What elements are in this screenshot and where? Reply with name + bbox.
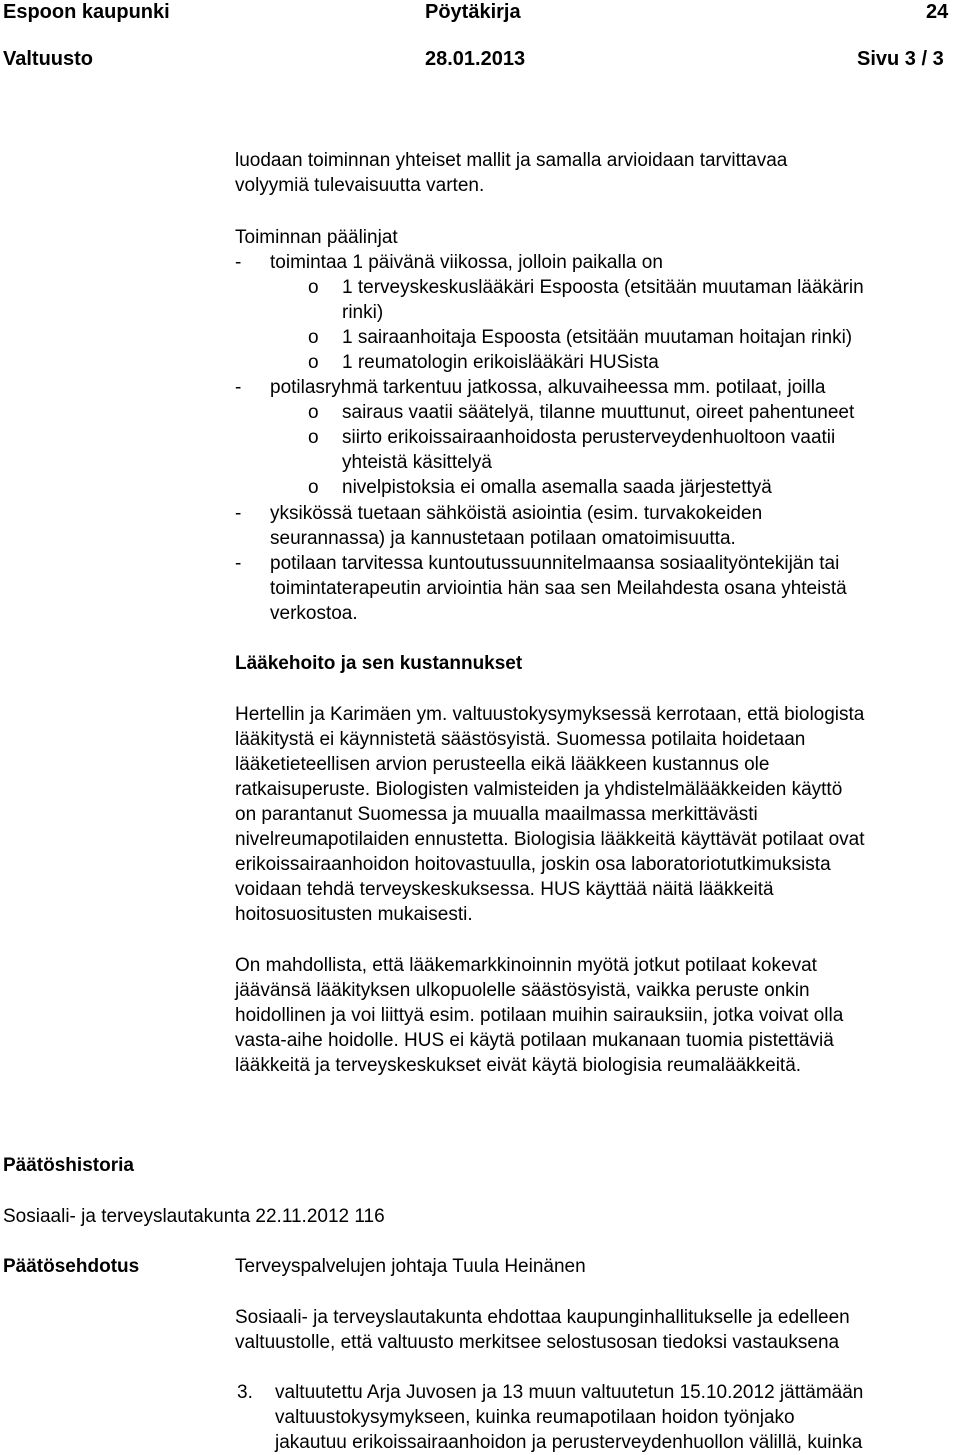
numbered-item-text bbox=[275, 1380, 863, 1455]
text-line: lääketieteellisen arvion perusteella eikä lääkkeen kustannus ole bbox=[235, 754, 770, 775]
text-line: vasta-aihe hoidolle. HUS ei käytä potilaan mukanaan tuomia pistettäviä bbox=[235, 1030, 834, 1051]
bullet-dash: - bbox=[235, 252, 242, 273]
text-line: voidaan tehdä terveyskeskuksessa. HUS käyttää näitä lääkkeitä bbox=[235, 879, 774, 900]
bullet-text bbox=[270, 501, 762, 551]
header-date: 28.01.2013 bbox=[425, 48, 526, 70]
text-line: jakautuu erikoissairaanhoidon ja perusterveydenhuollon välillä, kuinka bbox=[275, 1432, 863, 1453]
bullet-dash: - bbox=[235, 377, 242, 398]
text-line: rinki) bbox=[342, 302, 384, 323]
text-line: seurannassa) ja kannustetaan potilaan omatoimisuutta. bbox=[270, 528, 736, 549]
text-line: valtuutettu Arja Juvosen ja 13 muun valtuutetun 15.10.2012 jättämään bbox=[275, 1382, 864, 1403]
text-line: valtuustolle, että valtuusto merkitsee selostusosan tiedoksi vastauksena bbox=[235, 1332, 840, 1353]
bullet-dash: - bbox=[235, 553, 242, 574]
text-line: lääkkeitä ja terveyskeskukset eivät käytä biologisia reumalääkkeitä. bbox=[235, 1055, 802, 1076]
text-line: Hertellin ja Karimäen ym. valtuustokysymyksessä kerrotaan, että biologista bbox=[235, 704, 865, 725]
header-body: Valtuusto bbox=[3, 48, 94, 70]
guidelines-title: Toiminnan päälinjat bbox=[235, 227, 398, 248]
section-heading-history: Päätöshistoria bbox=[3, 1155, 134, 1176]
header-page-number: 24 bbox=[926, 1, 949, 23]
sub-bullet-marker: o bbox=[308, 352, 319, 373]
medication-paragraph-1 bbox=[235, 702, 865, 927]
bullet-text bbox=[270, 551, 847, 626]
text-line: luodaan toiminnan yhteiset mallit ja samalla arvioidaan tarvittavaa bbox=[235, 150, 788, 171]
sub-bullet-text bbox=[342, 275, 864, 325]
intro-paragraph bbox=[235, 148, 787, 198]
bullet-dash: - bbox=[235, 503, 242, 524]
text-line: verkostoa. bbox=[270, 603, 358, 624]
text-line: yksikössä tuetaan sähköistä asiointia (esim. turvakokeiden bbox=[270, 503, 763, 524]
proposal-proposer: Terveyspalvelujen johtaja Tuula Heinänen bbox=[235, 1256, 586, 1277]
text-line: 1 terveyskeskuslääkäri Espoosta (etsitään muutaman lääkärin bbox=[342, 277, 864, 298]
sub-bullet-text bbox=[342, 425, 835, 475]
text-line: hoitosuositusten mukaisesti. bbox=[235, 904, 473, 925]
text-line: valtuustokysymykseen, kuinka reumapotilaan hoidon työnjako bbox=[275, 1407, 795, 1428]
sub-bullet-text: sairaus vaatii säätelyä, tilanne muuttunut, oireet pahentuneet bbox=[342, 402, 855, 423]
header-org: Espoon kaupunki bbox=[3, 1, 170, 23]
sub-bullet-text: nivelpistoksia ei omalla asemalla saada järjestettyä bbox=[342, 477, 772, 498]
text-line: ratkaisuperuste. Biologisten valmisteiden ja yhdistelmälääkkeiden käyttö bbox=[235, 779, 843, 800]
proposal-label: Päätösehdotus bbox=[3, 1256, 140, 1277]
text-line: volyymiä tulevaisuutta varten. bbox=[235, 175, 485, 196]
header-page-of: Sivu 3 / 3 bbox=[857, 48, 944, 70]
text-line: lääkitystä ei käynnistetä säästösyistä. Suomessa potilaita hoidetaan bbox=[235, 729, 806, 750]
text-line: hoidollinen ja voi liittyä esim. potilaan muihin sairauksiin, jotka voivat olla bbox=[235, 1005, 844, 1026]
sub-bullet-marker: o bbox=[308, 277, 319, 298]
text-line: yhteistä käsittelyä bbox=[342, 452, 492, 473]
text-line: erikoissairaanhoidon hoitovastuulla, joskin osa laboratoriotutkimuksista bbox=[235, 854, 831, 875]
sub-bullet-marker: o bbox=[308, 402, 319, 423]
numbered-marker: 3. bbox=[237, 1382, 253, 1403]
text-line: nivelreumapotilaiden ennustetta. Biologisia lääkkeitä käyttävät potilaat ovat bbox=[235, 829, 865, 850]
sub-bullet-marker: o bbox=[308, 327, 319, 348]
text-line: jäävänsä lääkityksen ulkopuolelle säästösyistä, vaikka peruste onkin bbox=[235, 980, 810, 1001]
text-line: on parantanut Suomessa ja muualla maailmassa merkittävästi bbox=[235, 804, 758, 825]
sub-bullet-marker: o bbox=[308, 427, 319, 448]
sub-bullet-text: 1 sairaanhoitaja Espoosta (etsitään muutaman hoitajan rinki) bbox=[342, 327, 853, 348]
sub-bullet-marker: o bbox=[308, 477, 319, 498]
bullet-text: toimintaa 1 päivänä viikossa, jolloin paikalla on bbox=[270, 252, 663, 273]
header-doc-type: Pöytäkirja bbox=[425, 1, 521, 23]
text-line: toimintaterapeutin arviointia hän saa sen Meilahdesta osana yhteistä bbox=[270, 578, 847, 599]
bullet-text: potilasryhmä tarkentuu jatkossa, alkuvaiheessa mm. potilaat, joilla bbox=[270, 377, 826, 398]
text-line: On mahdollista, että lääkemarkkinoinnin myötä jotkut potilaat kokevat bbox=[235, 955, 817, 976]
text-line: siirto erikoissairaanhoidosta perusterveydenhuoltoon vaatii bbox=[342, 427, 836, 448]
sub-bullet-text: 1 reumatologin erikoislääkäri HUSista bbox=[342, 352, 659, 373]
section-heading-medication: Lääkehoito ja sen kustannukset bbox=[235, 653, 523, 674]
text-line: potilaan tarvitessa kuntoutussuunnitelmaansa sosiaalityöntekijän tai bbox=[270, 553, 840, 574]
proposal-text bbox=[235, 1305, 850, 1355]
text-line: Sosiaali- ja terveyslautakunta ehdottaa kaupunginhallitukselle ja edelleen bbox=[235, 1307, 850, 1328]
medication-paragraph-2 bbox=[235, 953, 843, 1078]
history-meeting: Sosiaali- ja terveyslautakunta 22.11.2012 116 bbox=[3, 1206, 385, 1227]
